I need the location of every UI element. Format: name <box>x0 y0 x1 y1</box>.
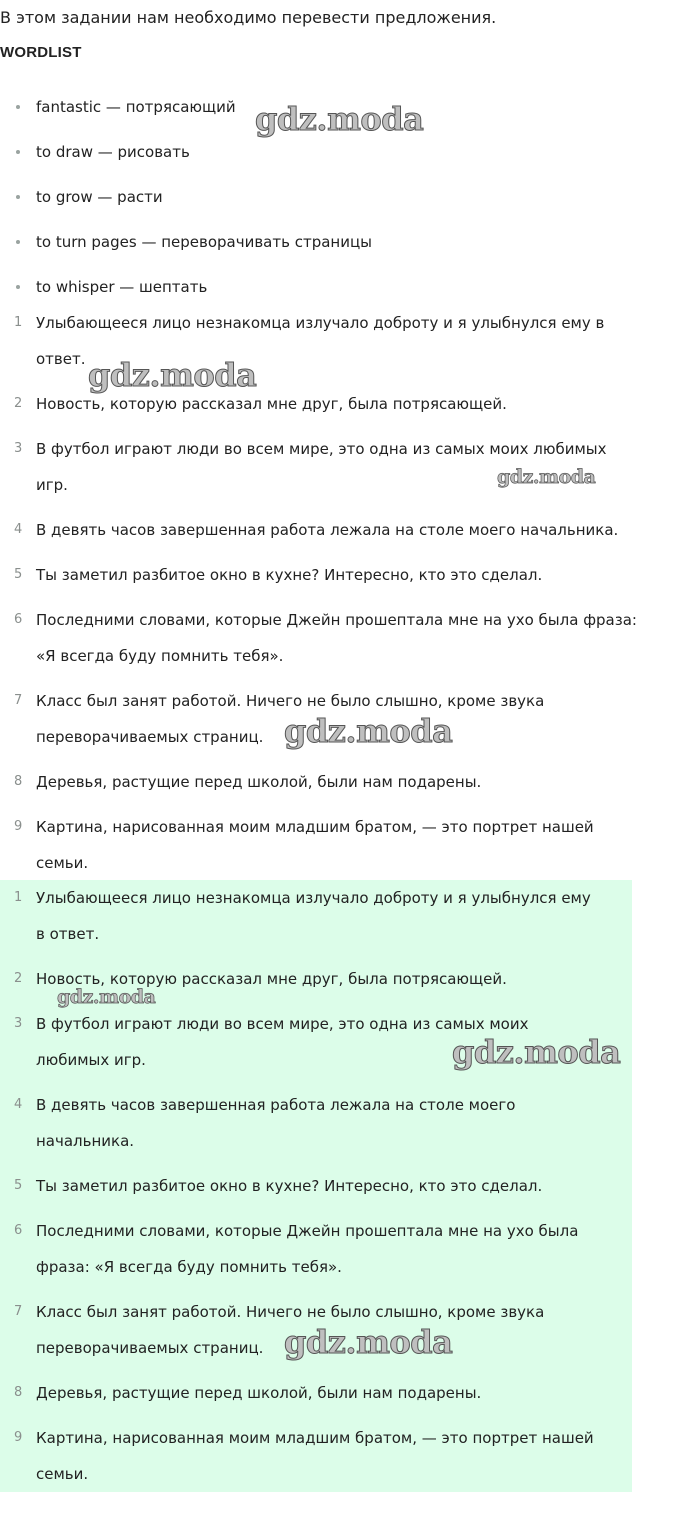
item-number: 8 <box>14 774 23 789</box>
answer-text: Картина, нарисованная моим младшим братом, — это портрет нашей семьи. <box>36 1429 594 1483</box>
sentence-text: Картина, нарисованная моим младшим братом, — это портрет нашей семьи. <box>36 818 594 872</box>
item-number: 1 <box>14 315 23 330</box>
bullet-icon <box>16 150 20 154</box>
item-number: 6 <box>14 612 23 627</box>
answer-text: Улыбающееся лицо незнакомца излучало доброту и я улыбнулся ему в ответ. <box>36 889 591 943</box>
item-number: 7 <box>14 693 23 708</box>
sentence-text: В девять часов завершенная работа лежала на столе моего начальника. <box>36 521 619 539</box>
bullet-icon <box>16 240 20 244</box>
watermark: gdz.moda <box>88 356 257 394</box>
answer-item <box>0 1087 600 1159</box>
answer-text: Класс был занят работой. Ничего не было слышно, кроме звука переворачиваемых страниц. <box>36 1303 545 1357</box>
wordlist-item: fantastic — потрясающий <box>0 86 680 131</box>
answer-item <box>0 880 600 952</box>
watermark: gdz.moda <box>57 986 156 1008</box>
bullet-icon <box>16 195 20 199</box>
sentence-item <box>0 602 640 674</box>
item-number: 4 <box>14 1097 23 1112</box>
sentence-text: Деревья, растущие перед школой, были нам подарены. <box>36 773 482 791</box>
answer-text: Деревья, растущие перед школой, были нам подарены. <box>36 1384 482 1402</box>
sentence-item <box>0 764 640 800</box>
answer-item <box>0 1375 600 1411</box>
answer-text: В футбол играют люди во всем мире, это одна из самых моих любимых игр. <box>36 1015 529 1069</box>
item-number: 1 <box>14 890 23 905</box>
wordlist-item: to turn pages — переворачивать страницы <box>0 221 680 266</box>
wordlist-heading: WORDLIST <box>0 44 82 61</box>
answer-text: Новость, которую рассказал мне друг, была потрясающей. <box>36 970 507 988</box>
sentence-text: Улыбающееся лицо незнакомца излучало доброту и я улыбнулся ему в ответ. <box>36 314 605 368</box>
item-number: 3 <box>14 1016 23 1031</box>
item-number: 4 <box>14 522 23 537</box>
wordlist-item: to grow — расти <box>0 176 680 221</box>
answer-text: Последними словами, которые Джейн прошептала мне на ухо была фраза: «Я всегда буду помнить тебя». <box>36 1222 579 1276</box>
watermark: gdz.moda <box>284 712 453 750</box>
intro-text: В этом задании нам необходимо перевести предложения. <box>0 8 497 27</box>
sentence-text: Новость, которую рассказал мне друг, была потрясающей. <box>36 395 507 413</box>
answer-sentence-list <box>0 880 600 1501</box>
item-number: 6 <box>14 1223 23 1238</box>
item-number: 9 <box>14 1430 23 1445</box>
item-number: 8 <box>14 1385 23 1400</box>
watermark: gdz.moda <box>284 1323 453 1361</box>
sentence-text: Последними словами, которые Джейн прошептала мне на ухо была фраза: «Я всегда буду помнить тебя». <box>36 611 637 665</box>
watermark: gdz.moda <box>452 1033 621 1071</box>
item-number: 7 <box>14 1304 23 1319</box>
item-number: 9 <box>14 819 23 834</box>
item-number: 5 <box>14 567 23 582</box>
sentence-item <box>0 557 640 593</box>
sentence-text: В футбол играют люди во всем мире, это одна из самых моих любимых игр. <box>36 440 607 494</box>
item-number: 2 <box>14 396 23 411</box>
bullet-icon <box>16 285 20 289</box>
sentence-text: Ты заметил разбитое окно в кухне? Интересно, кто это сделал. <box>36 566 543 584</box>
item-number: 2 <box>14 971 23 986</box>
answer-text: В девять часов завершенная работа лежала на столе моего начальника. <box>36 1096 516 1150</box>
sentence-item <box>0 512 640 548</box>
bullet-icon <box>16 105 20 109</box>
sentence-item <box>0 809 640 881</box>
answer-item <box>0 1213 600 1285</box>
item-number: 3 <box>14 441 23 456</box>
wordlist-item: to whisper — шептать <box>0 266 680 311</box>
watermark: gdz.moda <box>497 466 596 488</box>
item-number: 5 <box>14 1178 23 1193</box>
watermark: gdz.moda <box>255 100 424 138</box>
answer-text: Ты заметил разбитое окно в кухне? Интересно, кто это сделал. <box>36 1177 543 1195</box>
sentence-text: Класс был занят работой. Ничего не было слышно, кроме звука переворачиваемых страниц. <box>36 692 545 746</box>
wordlist-item: to draw — рисовать <box>0 131 680 176</box>
answer-item <box>0 1420 600 1492</box>
answer-item <box>0 1168 600 1204</box>
